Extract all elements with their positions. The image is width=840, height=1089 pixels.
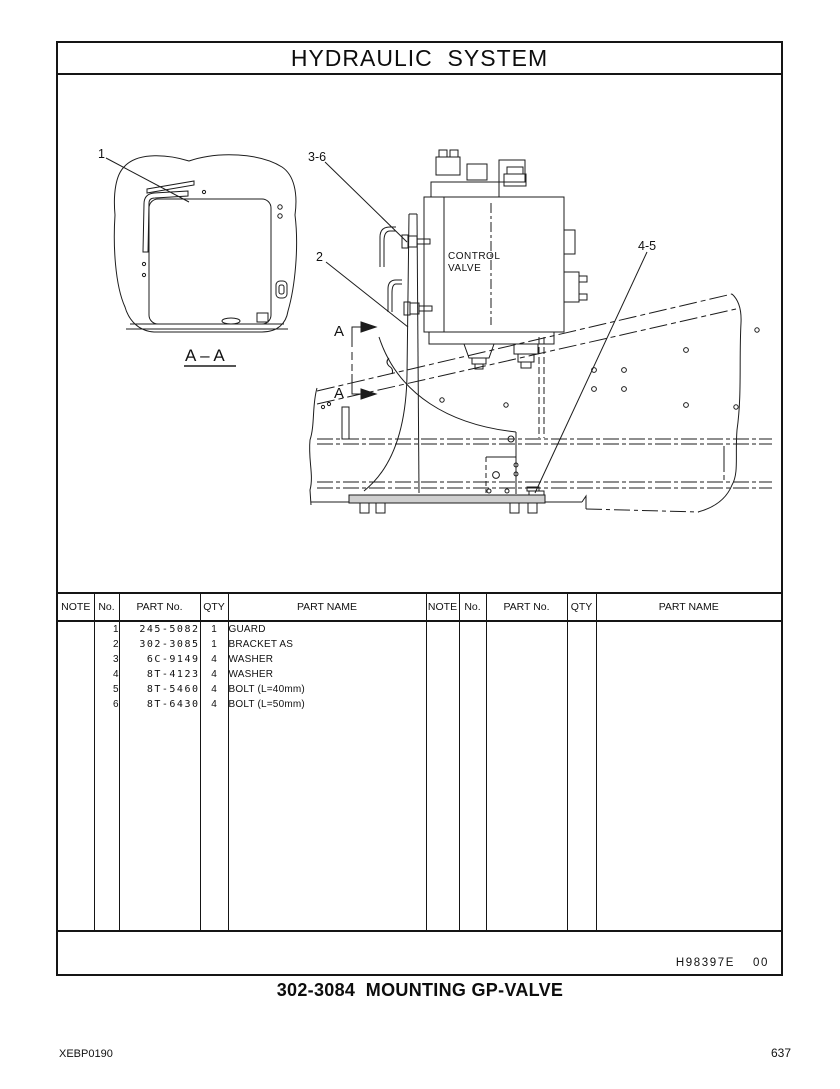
table-cell-part_no [486,637,567,652]
table-cell-note [426,697,459,712]
callout-3-6: 3-6 [308,150,327,164]
table-cell-qty: 4 [200,697,228,712]
table-cell-part_no: 302-3085 [119,637,200,652]
table-cell-note [58,637,94,652]
sheet-border [56,41,783,976]
table-cell-no: 6 [94,697,119,712]
table-cell-note [58,697,94,712]
table-cell-empty [200,712,228,930]
header-note-left: NOTE [58,594,94,621]
valve-label-line1: CONTROL [448,251,501,262]
table-cell-part_no: 8T-4123 [119,667,200,682]
callout-1: 1 [98,147,105,161]
table-cell-no [459,697,486,712]
parts-table-body [58,621,781,930]
table-cell-no [459,682,486,697]
header-qty-left: QTY [200,594,228,621]
bottom-band [58,932,781,974]
table-cell-qty [567,682,596,697]
table-cell-qty: 4 [200,667,228,682]
header-no-left: No. [94,594,119,621]
cab-section-view [114,155,296,332]
table-cell-note [58,621,94,637]
title-band [58,43,781,75]
table-cell-note [426,621,459,637]
header-note-right: NOTE [426,594,459,621]
table-cell-part_name: WASHER [228,667,426,682]
page-title: HYDRAULIC SYSTEM [290,44,549,71]
table-cell-part_no [486,621,567,637]
table-cell-note [426,667,459,682]
header-no-right: No. [459,594,486,621]
header-partno-left: PART No. [119,594,200,621]
table-cell-part_name: GUARD [228,621,426,637]
table-row [58,621,781,637]
valve-label-line2: VALVE [448,263,482,274]
table-cell-no: 4 [94,667,119,682]
frame-view [310,294,772,512]
table-cell-qty: 4 [200,682,228,697]
table-cell-qty: 1 [200,637,228,652]
table-cell-part_no [486,697,567,712]
table-cell-no: 2 [94,637,119,652]
header-qty-right: QTY [567,594,596,621]
table-row [58,652,781,667]
table-cell-part_no [486,682,567,697]
table-cell-no [459,637,486,652]
header-partname-right: PART NAME [596,594,781,621]
leader-lines [106,158,647,493]
section-arrow-letter-bottom: A [334,385,345,402]
table-cell-part_no: 245-5082 [119,621,200,637]
table-cell-no: 1 [94,621,119,637]
table-row [58,667,781,682]
table-cell-part_no: 8T-5460 [119,682,200,697]
table-cell-part_no: 6C-9149 [119,652,200,667]
table-cell-note [58,667,94,682]
page-number: 637 [770,1046,791,1060]
table-row [58,637,781,652]
callout-2: 2 [316,250,323,264]
table-cell-note [426,637,459,652]
parts-table [58,594,781,930]
table-row [58,697,781,712]
table-filler-row [58,712,781,930]
table-cell-part_no: 8T-6430 [119,697,200,712]
section-view-label: A – A [185,346,225,365]
table-cell-empty [486,712,567,930]
table-cell-part_name: BOLT (L=50mm) [228,697,426,712]
table-cell-no: 5 [94,682,119,697]
table-cell-part_no [486,652,567,667]
callout-4-5: 4-5 [638,239,657,253]
diagram-svg [58,75,781,590]
table-cell-part_name [596,697,781,712]
table-cell-empty [596,712,781,930]
table-cell-part_name [596,682,781,697]
header-partname-left: PART NAME [228,594,426,621]
doc-number: H98397E [675,957,735,969]
table-cell-qty [567,667,596,682]
table-cell-qty [567,621,596,637]
table-row [58,682,781,697]
table-cell-note [426,652,459,667]
table-cell-note [58,652,94,667]
table-cell-no: 3 [94,652,119,667]
technical-diagram [58,75,781,590]
table-cell-qty: 1 [200,621,228,637]
header-partno-right: PART No. [486,594,567,621]
section-cut-arrows [352,322,376,399]
table-cell-part_name [596,652,781,667]
table-cell-part_no [486,667,567,682]
table-cell-empty [459,712,486,930]
table-cell-part_name: WASHER [228,652,426,667]
table-cell-part_name [596,667,781,682]
table-cell-empty [58,712,94,930]
form-number: XEBP0190 [59,1048,113,1060]
table-cell-part_name: BOLT (L=40mm) [228,682,426,697]
table-cell-qty: 4 [200,652,228,667]
table-cell-qty [567,697,596,712]
section-arrow-letter-top: A [334,323,345,340]
table-cell-qty [567,652,596,667]
table-cell-empty [228,712,426,930]
table-cell-qty [567,637,596,652]
table-cell-part_name [596,621,781,637]
table-cell-empty [567,712,596,930]
assembly-title: 302-3084 MOUNTING GP-VALVE [276,980,564,1000]
table-cell-no [459,667,486,682]
table-cell-empty [426,712,459,930]
table-cell-note [426,682,459,697]
parts-table-area [58,592,781,932]
table-cell-no [459,621,486,637]
table-cell-part_name: BRACKET AS [228,637,426,652]
table-cell-note [58,682,94,697]
doc-revision: 00 [753,957,769,969]
table-cell-empty [119,712,200,930]
table-cell-empty [94,712,119,930]
table-cell-no [459,652,486,667]
table-header-row [58,594,781,621]
table-cell-part_name [596,637,781,652]
